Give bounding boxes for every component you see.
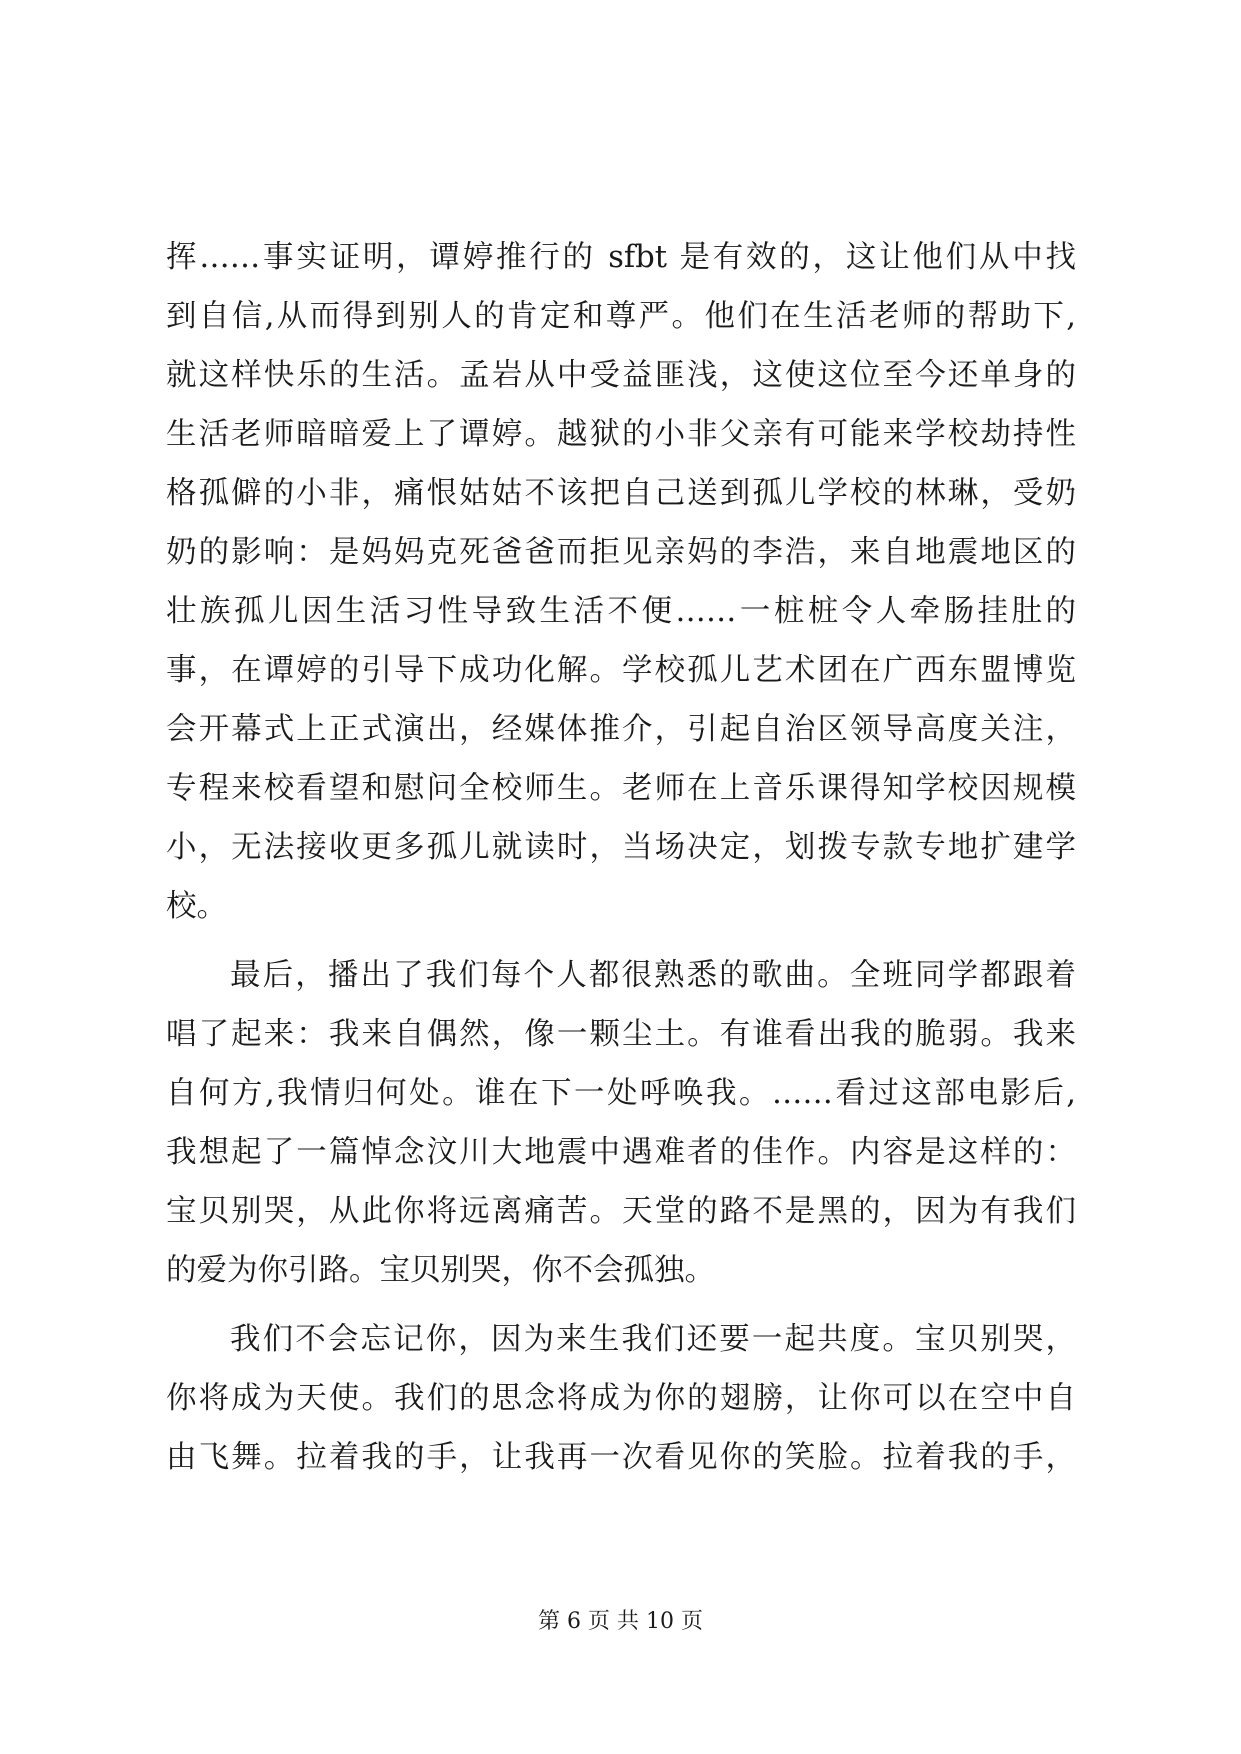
text-line: 生活老师暗暗爱上了谭婷。越狱的小非父亲有可能来学校劫持性 (166, 417, 1076, 452)
text-line: 会开幕式上正式演出，经媒体推介，引起自治区领导高度关注， (166, 712, 1076, 747)
page-footer (0, 1607, 1241, 1637)
paragraph-3 (166, 1310, 1076, 1487)
text-line: 唱了起来：我来自偶然，像一颗尘土。有谁看出我的脆弱。我来 (166, 1017, 1076, 1052)
text-line: 壮族孤儿因生活习性导致生活不便……一桩桩令人牵肠挂肚的 (166, 594, 1076, 629)
page-number-label: 第 6 页 共 10 页 (538, 1609, 703, 1634)
text-line: 宝贝别哭，从此你将远离痛苦。天堂的路不是黑的，因为有我们 (166, 1194, 1076, 1229)
paragraph-2 (166, 946, 1076, 1300)
text-line: 自何方,我情归何处。谁在下一处呼唤我。……看过这部电影后, (166, 1076, 1076, 1111)
paragraph-gap (166, 936, 1076, 946)
text-line: 我想起了一篇悼念汶川大地震中遇难者的佳作。内容是这样的： (166, 1135, 1076, 1170)
text-line: 我们不会忘记你，因为来生我们还要一起共度。宝贝别哭， (230, 1322, 1076, 1357)
text-line: 挥……事实证明，谭婷推行的 sfbt 是有效的，这让他们从中找 (166, 240, 1076, 275)
text-line: 小，无法接收更多孤儿就读时，当场决定，划拨专款专地扩建学 (166, 830, 1076, 865)
paragraph-1 (166, 228, 1076, 936)
text-line: 由飞舞。拉着我的手，让我再一次看见你的笑脸。拉着我的手， (166, 1440, 1076, 1475)
paragraph-gap (166, 1300, 1076, 1310)
text-line: 到自信,从而得到别人的肯定和尊严。他们在生活老师的帮助下, (166, 299, 1076, 334)
text-line: 你将成为天使。我们的思念将成为你的翅膀，让你可以在空中自 (166, 1381, 1076, 1416)
text-line: 专程来校看望和慰问全校师生。老师在上音乐课得知学校因规模 (166, 771, 1076, 806)
text-line: 的爱为你引路。宝贝别哭，你不会孤独。 (166, 1253, 715, 1288)
body-text (166, 228, 1076, 1487)
text-line: 事，在谭婷的引导下成功化解。学校孤儿艺术团在广西东盟博览 (166, 653, 1076, 688)
text-line: 格孤僻的小非，痛恨姑姑不该把自己送到孤儿学校的林琳，受奶 (166, 476, 1076, 511)
text-line: 奶的影响：是妈妈克死爸爸而拒见亲妈的李浩，来自地震地区的 (166, 535, 1076, 570)
text-line: 就这样快乐的生活。孟岩从中受益匪浅，这使这位至今还单身的 (166, 358, 1076, 393)
text-line: 最后，播出了我们每个人都很熟悉的歌曲。全班同学都跟着 (230, 958, 1076, 993)
text-line: 校。 (166, 889, 227, 924)
